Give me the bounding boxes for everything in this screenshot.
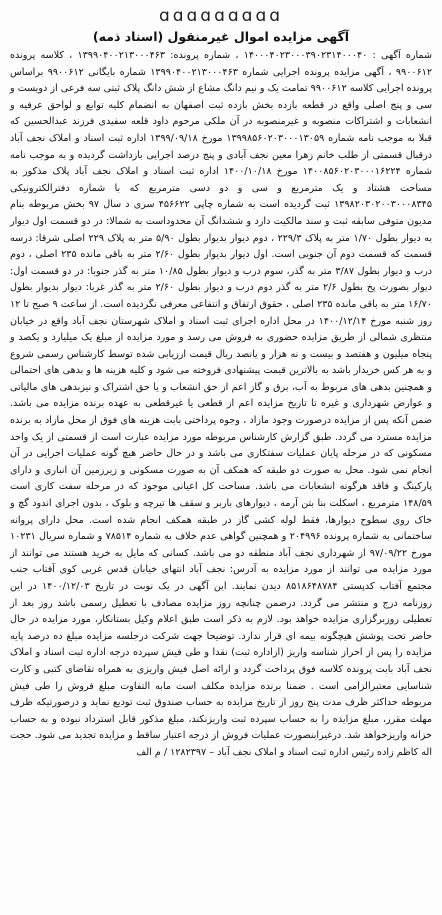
body-text-segment: عرفیه و انشعابات و اشتراکات منصوبه و غیرمنصوبه در آن ملکی مرحوم داود قلعه سفیدی فرزند	[10, 99, 432, 128]
notice-title: آگهی مزایده اموال غیرمنقول (اسناد ذمه)	[92, 29, 350, 44]
body-text-segment: سی و پنج اصلی واقع در قطعه بازده بخش بازده ثبت اصفهان به انضمام کلیه توابع و لواحق	[42, 99, 433, 111]
body-text-segment: آن به صورت مسکونی و زیرزمین آن انباری و دارای پارکینگ و فاقد هرگونه انشعابات می باشد.	[10, 464, 432, 493]
body-text-segment: لوله کشی گاز در طبقه همکف انجام شده است. محل دارای پروانه ساختمانی به شماره پرونده	[10, 514, 432, 543]
body-text-segment: نجف آباد – ۱۲۸۲۳۹۷ / م الف	[136, 746, 252, 758]
body-text-segment: روزنامه درج و منتشر می گردد. درضمن چنانچه روز مزایده مصادف با تعطیل رسمی باشد روز بعد	[17, 597, 432, 609]
body-text-segment: مساحت کل اعیانی موجود که در مرحله سفت کاری است ۱۴۸/۵۹ مترمربع ، اسکلت بنا بتن آرمه ،	[10, 481, 432, 510]
body-text-segment: تقاضای کتبی و کارت شناسایی معتبرالزامی است . ضمنا برنده مزایده مکلف است مابه التفاوت	[10, 663, 432, 692]
notice-body	[10, 48, 432, 762]
body-text-segment: پرونده اجرایی شماره ۱۳۹۹۰۴۰۰۲۱۳۰۰۰۴۶۳ شماره بایگانی ۹۹۰۰۶۱۲ براساس پرونده اجرایی	[10, 66, 432, 95]
body-text-segment: شماره آگهی : ۱۴۰۰۰۴۰۲۳۰۰۰۳۹۰۲۳۱۴۰۰۰۴۰ ، شماره پرونده: ۱۳۹۹۰۴۰۰۲۱۳۰۰۰۴۶۳ ، کلاسه پرونده ۹۹۰۰۶۱۲ ، آگهی مزایده	[10, 50, 432, 78]
body-text-segment: مزایده عبارت است از قسمتی از یک واحد مسکونی که در مرحله پایان عملیات سفتکاری می باشد و	[10, 431, 433, 460]
body-text-segment: مورخ ۱۴۰۰/۱۲/۱۴ در محل اداره اجرای ثبت اسناد و املاک شهرستان نجف آباد واقع در خیابان	[10, 315, 392, 327]
body-text-segment: سری د سال ۹۷ بخش مربوطه بنام مدیون متوفی سابقه ثبت و سند مالکیت دارد و ششدانگ آن	[10, 199, 432, 227]
body-text-segment: بدیوار بطول ۲/۶۰ متر به باقی مانده ۲۳۵ اصلی ، دوم درب و دیوار بطول ۳/۸۷ متر به گذر، سوم	[10, 249, 433, 277]
body-text-segment: محدوداست به شمالا: در دو قسمت اول دیوار به دیوار بطول ۱/۷۰ متر به پلاک ۲۲۹/۳ ، دوم دیوار	[10, 215, 432, 244]
body-text-segment: دیوارهای باربر و سقف ها تیرچه و بلوک ، بدون اجرای اندود گچ و خاک روی سطوح دیوارها، فقط	[10, 498, 433, 526]
body-text-segment: بازداشت گردیده و به موجب نامه شماره ۱۴۰۰۸۵۶۰۲۰۳۰۰۰۱۶۲۲۴ مورخ ۱۴۰۰/۱۰/۱۸ اداره ثبت	[10, 149, 432, 178]
body-text-segment: ۲۰۴۹۹۶ و همچنین گواهی عدم خلاف به شماره ۷۸۵۱۴ و شماره سریال ۱۰۲۳۱ مورخ ۹۷/۰۹/۲۲	[10, 531, 432, 559]
body-text-segment: ۲/۶ متر به گذر دوم درب و دیوار بطول ۲/۶۰ متر به گذر غربا: دیوار بدیوار بطول ۱۶/۷۰ متر به باقی	[10, 282, 432, 310]
body-text-segment: در حال حاضر تحت پوشش هیچگونه بیمه ای قرار ندارد. توضیحا جهت شرکت درجلسه مزایده	[10, 614, 433, 642]
body-text-segment: از شهرداری نجف آباد منطقه دو می باشد. کسانی که مایل به خرید هستند می توانند از مورد مزایده	[10, 547, 432, 576]
body-text-segment: درب و دیوار بطول ۱۰/۸۵ متر به گذر جنوبا: در دو قسمت اول: دیوار بصورت پخ بطول	[10, 265, 432, 294]
body-text-segment: یکصد و پنجاه میلیون و هفتصد و بیست و نه هزار و یانصد ریال قیمت ارزیابی شده توسط کارشناس	[10, 332, 432, 360]
body-text-segment: مبلغ ده درصد پایه مزایده را پس از احراز شناسه واریز (ازاداره ثبت) نقدا و طی فیش سپرده درجه اداره ثبت	[10, 630, 432, 659]
body-text-segment: از تعطیلی روزبرگزاری مزایده خواهد بود. لازم به ذکر است طبق اعلام وکیل بستانکار، مورد مزایده	[10, 597, 432, 626]
body-text-segment: هزینه های فوق از محل مازاد به برنده مزایده مسترد می گردد. طبق گزارش کارشناس مربوطه مورد	[10, 415, 432, 443]
body-text-segment: اسناد و املاک نجف آباد درقبال قسمتی از طلب خانم زهرا معین نجف آبادی و پنج درصد اجرایی	[10, 132, 432, 161]
header-ornament: ɑɑɑɑɑɑɑɑɑ	[158, 6, 284, 26]
body-text-segment: و بدهی های احتمالی و همچنین بدهی های مربوط به آب، برق و گاز اعم از حق انشعاب و یا حق	[10, 365, 432, 393]
body-text-segment: رسمی شروع و به هر کس خریدار باشد به بالاترین قیمت پیشنهادی فروخته می شود و کلیه هزینه ها	[10, 348, 432, 377]
body-text-segment: اشتراک و نیزبدهی های مالیاتی و عوارض شهرداری و غیره تا تاریخ مزایده اعم از قطعی یا غیرقطعی	[10, 381, 432, 410]
body-text-segment: کلاسه ۹۹۰۰۶۱۲ تمامت یک و نیم دانگ مشاع از شش دانگ پلاک ثبتی سه فرعی از دویست و	[10, 83, 374, 95]
body-text-segment: با شماره دفترالکترونیکی ۱۳۹۸۲۰۳۰۲۰۰۳۰۰۰۸۳۴۵ ثبت گردیده است به شماره چاپی ۴۵۶۶۲۲	[10, 182, 432, 211]
body-text-segment: از درجه اعتبار ساقط و مزایده تجدید می شود. حجت اله کاظم زاده رئیس اداره ثبت اسناد و املاک	[10, 730, 432, 758]
body-text-segment: بدیوار بطول ۵/۹۰ متر به پلاک ۲۲۹ اصلی شرقا: درسه قسمت که قسمت دوم آن جنوبی است. اول دیوار	[10, 232, 433, 261]
body-text-segment: به عهده برنده مزایده می باشد. ضمن آنکه پس از مزایده درصورت وجود مازاد ، وجوه پرداختی بابت	[10, 398, 432, 427]
body-text-segment: منتظری شمالی از طریق مزایده حضوری به فروش می رسد و مورد مزایده از مبلغ یک میلیارد و	[39, 332, 433, 344]
body-text-segment: می توانند از مورد مزایده به آدرس: نجف آباد انتهای خیابان قدس غربی کوی آفتاب جنب مجتمع	[10, 564, 432, 592]
body-text-segment: در حال حاضر هیچ گونه عملیات اجرایی در آن انجام نمی شود. محل به صورت دو طبقه که همکف	[10, 448, 432, 476]
body-text-segment: مانده ۲۳۵ اصلی ، حقوق ارتفاق و انتفاعی معرفی نگردیده است. از ساعت ۹ صبح تا ۱۲ روز شنبه	[10, 298, 432, 327]
body-text-segment: آفتاب کدپستی ۸۵۱۸۶۴۸۷۸۴ دیدن نمایند. این آگهی در یک نوبت در تاریخ ۱۴۰۰/۱۲/۰۳ در این	[10, 581, 402, 592]
body-text-segment: اسناد و املاک نجف آباد پلاک مذکور به مساحت هشتاد و یک مترمربع و سی و دو دسی مترمربع که	[10, 166, 432, 194]
body-text-segment: مبلغ فروش را طی فیش مربوطه حداکثر ظرف مدت پنج روز از تاریخ مزایده به حساب صندوق	[10, 680, 432, 709]
body-text-segment: عبدالحسین که قبلا به موجب نامه شماره ۱۳۹۹۸۵۶۰۲۰۳۰۰۰۱۳۰۵۹ مورخ ۱۳۹۹/۰۹/۱۸ اداره ثبت	[10, 116, 432, 144]
body-text-segment: مبلغ مذکور قابل استرداد نبوده و به حساب خزانه واریزخواهد شد. درغیرابنصورت عملیات فروش	[10, 713, 432, 742]
body-text-segment: اسناد و املاک نجف آباد بابت پرونده کلاسه فوق پرداخت گردد و ارائه اصل فیش واریزی به همراه	[10, 647, 432, 675]
body-text-segment: ثبت تودیع نماید و درصورتیکه ظرف مهلت مقرر، مبلغ مزایده را به حساب سپرده ثبت واریزنکند،	[10, 697, 432, 725]
